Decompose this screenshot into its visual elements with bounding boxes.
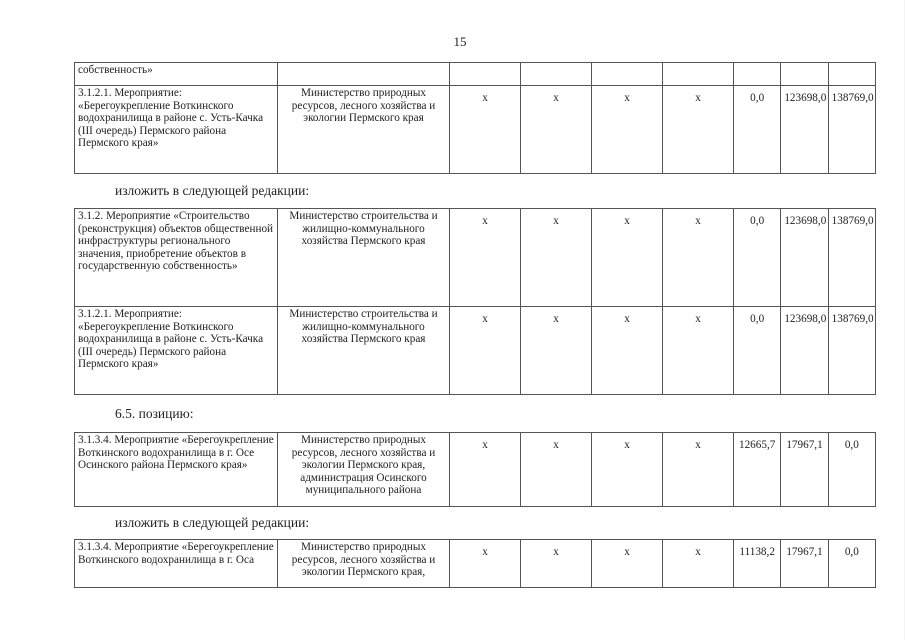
cell-value: х xyxy=(521,307,592,395)
cell-title: 3.1.3.4. Мероприятие «Берегоукрепление Воткинского водохранилища в г. Осе Осинского района Пермского края» xyxy=(75,433,278,507)
cell-executor: Министерство строительства и жилищно-коммунального хозяйства Пермского края xyxy=(278,307,450,395)
cell-value: 123698,0 xyxy=(781,307,828,395)
cell-value: 12665,7 xyxy=(734,433,781,507)
table-fragment-position xyxy=(74,432,876,507)
table-fragment-position-new xyxy=(74,539,876,588)
cell-value: 0,0 xyxy=(828,540,875,588)
cell-value: х xyxy=(521,433,592,507)
cell-value: х xyxy=(521,209,592,307)
cell-value: 0,0 xyxy=(734,307,781,395)
cell-value: х xyxy=(663,540,734,588)
instruction-text: 6.5. позицию: xyxy=(115,406,194,421)
instruction-text: изложить в следующей редакции: xyxy=(115,515,310,530)
cell-value: х xyxy=(663,86,734,174)
cell-value: 0,0 xyxy=(734,209,781,307)
cell-value: 123698,0 xyxy=(781,209,828,307)
cell-value: х xyxy=(521,540,592,588)
cell-value: 17967,1 xyxy=(781,433,828,507)
table-row xyxy=(75,540,876,588)
cell-value: х xyxy=(450,209,521,307)
table-fragment-new xyxy=(74,208,876,395)
cell-title: 3.1.2. Мероприятие «Строительство (реконструкция) объектов общественной инфраструктуры регионального значения, приобретение объектов в государственную собственность» xyxy=(75,209,278,307)
cell-value: х xyxy=(450,307,521,395)
cell-title: 3.1.3.4. Мероприятие «Берегоукрепление Воткинского водохранилища в г. Оса xyxy=(75,540,278,588)
page-number: 15 xyxy=(453,34,467,49)
table-row xyxy=(75,209,876,307)
cell-value xyxy=(450,63,521,86)
cell-executor: Министерство строительства и жилищно-коммунального хозяйства Пермского края xyxy=(278,209,450,307)
cell-value: х xyxy=(592,307,663,395)
cell-value xyxy=(781,63,828,86)
cell-value: х xyxy=(592,86,663,174)
table-row xyxy=(75,307,876,395)
cell-value xyxy=(828,63,875,86)
cell-executor: Министерство природных ресурсов, лесного хозяйства и экологии Пермского края xyxy=(278,86,450,174)
table-row xyxy=(75,63,876,86)
table-fragment-original xyxy=(74,62,876,174)
cell-value: х xyxy=(592,540,663,588)
cell-value: 138769,0 xyxy=(828,209,875,307)
cell-value: х xyxy=(663,307,734,395)
table-row xyxy=(75,433,876,507)
cell-value: х xyxy=(592,209,663,307)
cell-value xyxy=(734,63,781,86)
cell-value: х xyxy=(450,86,521,174)
cell-value: 17967,1 xyxy=(781,540,828,588)
table-row xyxy=(75,86,876,174)
cell-value: 0,0 xyxy=(828,433,875,507)
cell-value: х xyxy=(663,209,734,307)
cell-value xyxy=(521,63,592,86)
cell-value xyxy=(663,63,734,86)
cell-title: собственность» xyxy=(75,63,278,86)
cell-value: х xyxy=(450,433,521,507)
cell-title: 3.1.2.1. Мероприятие: «Берегоукрепление Воткинского водохранилища в районе с. Усть-Качка (III очередь) Пермского района Пермского края» xyxy=(75,307,278,395)
cell-value: 0,0 xyxy=(734,86,781,174)
cell-title: 3.1.2.1. Мероприятие: «Берегоукрепление Воткинского водохранилища в районе с. Усть-Качка (III очередь) Пермского района Пермского края» xyxy=(75,86,278,174)
cell-value: х xyxy=(450,540,521,588)
cell-value: 138769,0 xyxy=(828,86,875,174)
cell-value: х xyxy=(592,433,663,507)
cell-value: 11138,2 xyxy=(734,540,781,588)
cell-executor xyxy=(278,63,450,86)
cell-value: 138769,0 xyxy=(828,307,875,395)
cell-value: 123698,0 xyxy=(781,86,828,174)
cell-value: х xyxy=(663,433,734,507)
cell-executor: Министерство природных ресурсов, лесного хозяйства и экологии Пермского края, xyxy=(278,540,450,588)
cell-value: х xyxy=(521,86,592,174)
cell-value xyxy=(592,63,663,86)
instruction-text: изложить в следующей редакции: xyxy=(115,183,310,198)
cell-executor: Министерство природных ресурсов, лесного хозяйства и экологии Пермского края, администрация Осинского муниципального района xyxy=(278,433,450,507)
